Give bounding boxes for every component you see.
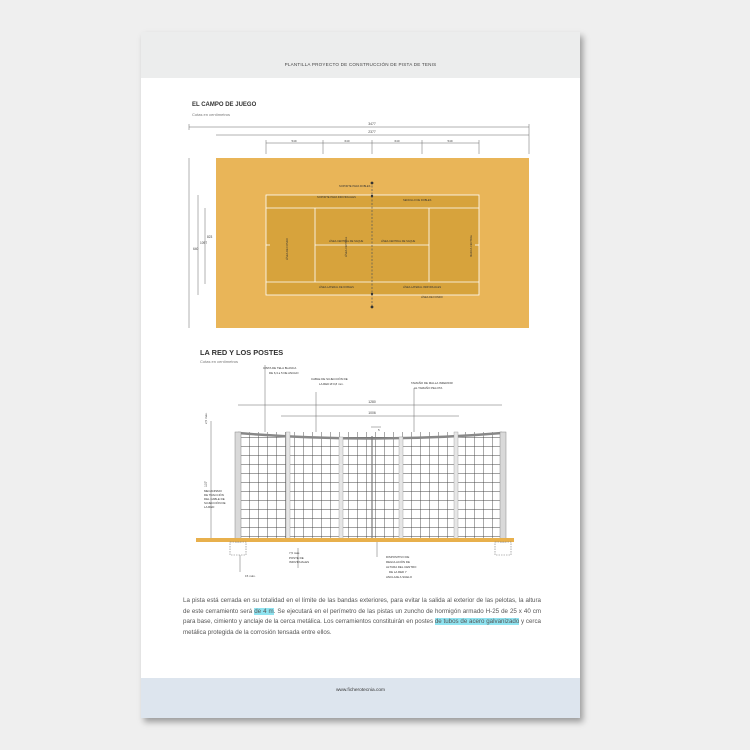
court-label: SOPORTE PARA INDIVIDUALES — [317, 196, 356, 199]
dim-seg-2: 640 — [344, 139, 350, 143]
net-section-subtitle: Cotas en centímetros — [200, 359, 239, 364]
court-label: SENCILLO DE DOBLES — [403, 199, 432, 202]
callout-device: DISPOSITIVO DE REGULACIÓN DE ALTURA DEL CENTRO DE LA RED Y ANCLAJE A SUELO — [386, 555, 417, 579]
court-label: LÍNEA CENTRAL DE SAQUE — [381, 240, 416, 243]
court-label: LÍNEA DE FONDO — [421, 296, 443, 299]
court-label: LÍNEA DE FONDO — [286, 238, 289, 260]
dim-net-height: 107 — [204, 481, 208, 487]
dim-center: 5 — [378, 428, 380, 432]
dim-seg-3: 640 — [394, 139, 400, 143]
dim-side-1: 640 — [193, 247, 199, 251]
document-page — [141, 32, 580, 718]
singles-post-left — [286, 432, 290, 540]
callout-cable: CABLE DE SUJECCIÓN DE LA RED Ø 0,8 mm. — [311, 377, 348, 386]
callout-tension: MECANISMO DE TRACCIÓN DEL CABLE DE SUJECCIÓN DE LA RED — [204, 489, 226, 509]
callout-tape: CINTA DE TELA BLANCA DE 6,3 a 5 DE ANCHO — [263, 366, 299, 375]
callout-mesh: TAMAÑO DE MALLA INFERIOR AL TAMAÑO PELOTA — [411, 381, 453, 390]
header-title: PLANTILLA PROYECTO DE CONSTRUCCIÓN DE PISTA DE TENIS — [284, 62, 437, 67]
page-footer — [141, 678, 580, 718]
court-label: LÍNEA CENTRAL — [345, 236, 348, 257]
net-section-title: LA RED Y LOS POSTES — [200, 348, 284, 357]
court-label: LÍNEA CENTRAL DE SAQUE — [329, 240, 364, 243]
callout-post: 7,5 máx. POSTE DE INDIVIDUALES — [289, 551, 310, 564]
court-section-subtitle: Cotas en centímetros — [192, 112, 231, 117]
dim-seg-4: 549 — [447, 139, 453, 143]
court-section-title: EL CAMPO DE JUEGO — [192, 102, 257, 108]
dim-side-2: 1097 — [200, 241, 208, 245]
court-label: LÍNEA LATERAL INDIVIDUALES — [403, 286, 442, 289]
footer-url[interactable]: www.ficherotecnia.com — [335, 688, 386, 693]
body-paragraph: La pista está cerrada en su totalidad en el límite de las bandas exteriores, para evitar la salida al exterior de las pelotas, la altura de este cerramiento será de 4 m. Se ejecutará en el perímetro de las pistas un zuncho de hormigón armado H-25 de 25 x 40 cm para base, cimiento y anclaje de la cerca metálica. Los cerramientos constituirán en postes de tubos de acero galvanizado y cerca metálica protegida de la corrosión tensada entre ellos. — [183, 597, 541, 636]
court-label: SOPORTE PARA DOBLES — [339, 185, 371, 188]
dim-net-top: 1280 — [368, 400, 376, 404]
dim-total: 3477 — [368, 122, 376, 126]
court-label: LÍNEA LATERAL DE DOBLES — [319, 286, 354, 289]
highlight-material: de tubos de acero galvanizado — [434, 618, 520, 626]
left-post — [235, 432, 241, 542]
dim-inner: 2377 — [368, 130, 376, 134]
dim-side-3: 823 — [207, 235, 213, 239]
right-post — [500, 432, 506, 542]
singles-post-right — [454, 432, 458, 540]
highlight-height: de 4 m — [254, 607, 274, 615]
court-label: MARCA CENTRAL — [470, 234, 473, 257]
dim-base: 15 máx. — [245, 574, 256, 578]
dim-net-inner: 1006 — [368, 411, 376, 415]
dim-edge: 2,5 máx. — [204, 412, 208, 424]
dim-seg-1: 549 — [291, 139, 297, 143]
ground-line — [196, 538, 514, 542]
net-mesh — [241, 432, 500, 538]
